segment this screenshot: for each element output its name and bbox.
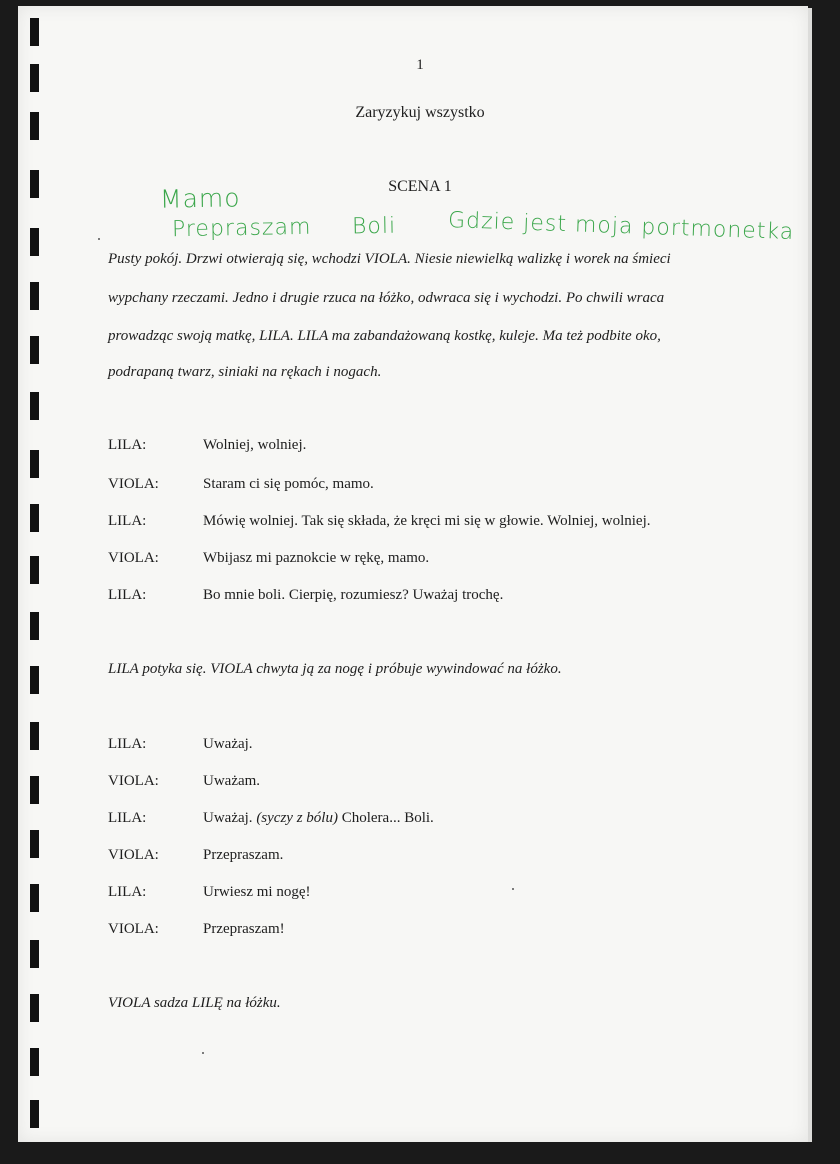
binding-hole bbox=[30, 282, 39, 310]
script-page bbox=[18, 6, 808, 1142]
dialogue-line bbox=[203, 810, 434, 827]
scene-heading: SCENA 1 bbox=[388, 178, 452, 195]
binding-hole bbox=[30, 556, 39, 584]
speaker-name: VIOLA: bbox=[108, 847, 159, 863]
stage-direction-line: podrapaną twarz, siniaki na rękach i nogach. bbox=[108, 364, 382, 380]
dialogue-line: Uważaj. bbox=[203, 736, 253, 752]
speaker-name: VIOLA: bbox=[108, 921, 159, 937]
parenthetical: (syczy z bólu) bbox=[256, 810, 338, 826]
stage-direction-line: Pusty pokój. Drzwi otwierają się, wchodzi VIOLA. Niesie niewielką walizkę i worek na śmieci bbox=[108, 251, 671, 267]
dialogue-text: Uważaj. bbox=[203, 810, 257, 826]
speaker-name: LILA: bbox=[108, 884, 147, 900]
binding-hole bbox=[30, 666, 39, 694]
dialogue-text: Cholera... Boli. bbox=[337, 810, 434, 826]
page-number: 1 bbox=[416, 57, 424, 73]
binding-hole bbox=[30, 450, 39, 478]
speaker-name: VIOLA: bbox=[108, 476, 159, 492]
stage-direction-line: wypchany rzeczami. Jedno i drugie rzuca na łóżko, odwraca się i wychodzi. Po chwili wraca bbox=[108, 290, 665, 306]
speaker-name: LILA: bbox=[108, 437, 147, 453]
dialogue-line: Uważam. bbox=[203, 773, 261, 789]
document-title: Zaryzykuj wszystko bbox=[355, 104, 485, 121]
binding-hole bbox=[30, 1048, 39, 1076]
speaker-name: LILA: bbox=[108, 810, 147, 826]
handwritten-note-mamo: Mamo bbox=[159, 183, 241, 214]
speaker-name: LILA: bbox=[108, 513, 147, 529]
binding-hole bbox=[30, 722, 39, 750]
stage-direction-line: prowadząc swoją matkę, LILA. LILA ma zabandażowaną kostkę, kuleje. Ma też podbite oko, bbox=[108, 328, 661, 344]
dialogue-line: Wolniej, wolniej. bbox=[203, 437, 307, 453]
binding-hole bbox=[30, 1100, 39, 1128]
binding-hole bbox=[30, 504, 39, 532]
dialogue-line: Staram ci się pomóc, mamo. bbox=[203, 476, 374, 492]
dialogue-line: Mówię wolniej. Tak się składa, że kręci mi się w głowie. Wolniej, wolniej. bbox=[203, 513, 651, 529]
binding-hole bbox=[30, 392, 39, 420]
dialogue-line: Przepraszam. bbox=[203, 847, 284, 863]
dialogue-line: Urwiesz mi nogę! bbox=[203, 884, 311, 900]
binding-hole bbox=[30, 940, 39, 968]
speaker-name: VIOLA: bbox=[108, 550, 159, 566]
binding-hole bbox=[30, 776, 39, 804]
stage-direction: LILA potyka się. VIOLA chwyta ją za nogę i próbuje wywindować na łóżko. bbox=[108, 661, 562, 677]
binding-hole bbox=[30, 228, 39, 256]
handwritten-note-portmonetka: Gdzie jest moja portmonetka bbox=[447, 207, 795, 246]
dialogue-line: Wbijasz mi paznokcie w rękę, mamo. bbox=[203, 550, 430, 566]
dialogue-line: Przepraszam! bbox=[203, 921, 285, 937]
speaker-name: VIOLA: bbox=[108, 773, 159, 789]
binding-hole bbox=[30, 994, 39, 1022]
binding-hole bbox=[30, 18, 39, 46]
binding-hole bbox=[30, 336, 39, 364]
handwritten-note-prepraszam: Prepraszam bbox=[171, 214, 312, 243]
binding-hole bbox=[30, 884, 39, 912]
dialogue-line: Bo mnie boli. Cierpię, rozumiesz? Uważaj trochę. bbox=[203, 587, 504, 603]
binding-hole bbox=[30, 612, 39, 640]
binding-hole bbox=[30, 830, 39, 858]
speaker-name: LILA: bbox=[108, 587, 147, 603]
stage-direction: VIOLA sadza LILĘ na łóżku. bbox=[108, 995, 281, 1011]
speaker-name: LILA: bbox=[108, 736, 147, 752]
handwritten-note-boli: Boli bbox=[351, 213, 397, 240]
